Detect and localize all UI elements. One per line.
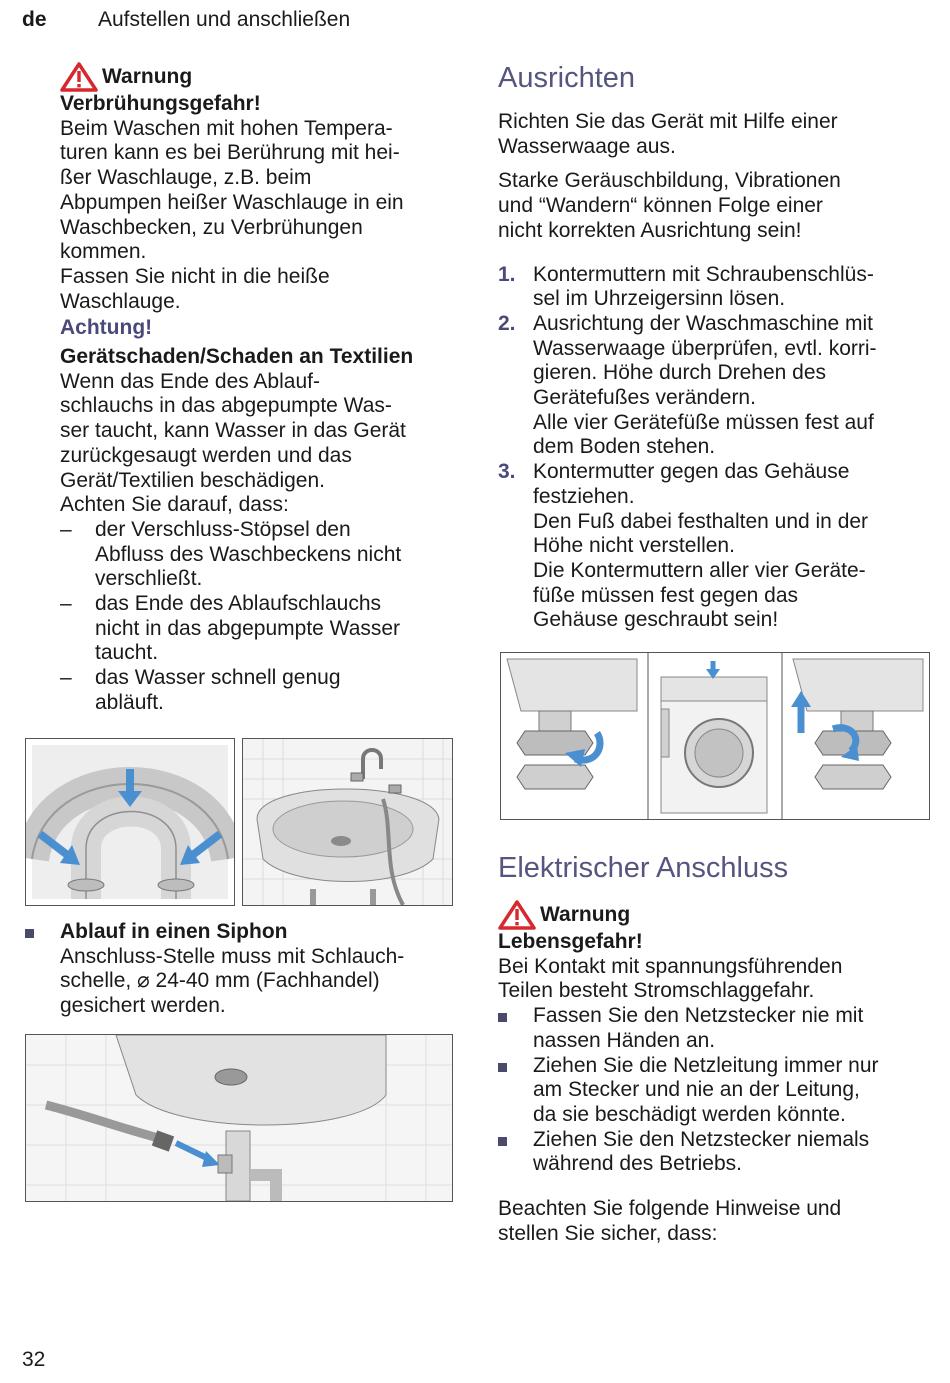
text-line: am Stecker und nie an der Leitung, (533, 1078, 860, 1102)
text-line: ßer Waschlauge, z.B. beim (60, 166, 312, 190)
warning-triangle-icon (498, 900, 536, 930)
text-line: Abfluss des Waschbeckens nicht (95, 542, 402, 566)
text-line: Gerätefußes verändern. (533, 386, 756, 410)
text-line: kommen. (60, 240, 147, 264)
caution-title: Gerätschaden/Schaden an Textilien (60, 345, 414, 369)
section-header: Aufstellen und anschließen (98, 8, 351, 31)
square-bullet (498, 1013, 507, 1022)
right-column (498, 60, 928, 633)
siphon-title: Ablauf in einen Siphon (60, 920, 288, 943)
washbasin-drawing (243, 739, 452, 905)
list-item (498, 1004, 928, 1053)
alignment-steps (498, 263, 928, 634)
washing-machine-drawing (661, 661, 767, 813)
text-line: Anschluss-Stelle muss mit Schlauch- (60, 944, 405, 968)
list-item (25, 920, 455, 1019)
list-item (60, 518, 458, 592)
step-item (498, 312, 928, 460)
warning-label: Warnung (102, 65, 193, 88)
text-line: gesichert werden. (60, 994, 226, 1018)
text-line: Ziehen Sie den Netzstecker niemals (533, 1127, 870, 1151)
dash-bullet: – (60, 666, 72, 690)
text-line: Den Fuß dabei festhalten und in der (533, 509, 869, 533)
text-line: Wasserwaage aus. (498, 134, 676, 158)
siphon-list (25, 920, 455, 1019)
text-line: der Verschluss-Stöpsel den (95, 517, 351, 541)
text-line: sel im Uhrzeigersinn lösen. (533, 287, 786, 311)
dash-bullet: – (60, 592, 72, 616)
text-line: das Wasser schnell genug (95, 666, 341, 690)
step-number: 3. (498, 460, 516, 484)
text-line: Wasserwaage überprüfen, evtl. korri- (533, 336, 877, 360)
dash-bullet: – (60, 517, 72, 541)
text-line: Gerät/Textilien beschädigen. (60, 468, 325, 492)
text-line: das Ende des Ablaufschlauchs (95, 592, 382, 616)
heading-ausrichten: Ausrichten (498, 62, 636, 94)
warning-body-burn (60, 117, 458, 315)
text-line: turen kann es bei Berührung mit hei- (60, 141, 400, 165)
text-line: schlauchs in das abgepumpte Was- (60, 394, 392, 418)
text-line: füße müssen fest gegen das (533, 583, 798, 607)
text-line: Alle vier Gerätefüße müssen fest auf (533, 410, 874, 434)
square-bullet (498, 1137, 507, 1146)
warning-triangle-icon (60, 62, 98, 92)
caution-list (60, 518, 458, 716)
electrical-list (498, 1004, 928, 1177)
washbasin-illustration (242, 738, 453, 906)
text-line: schelle, ⌀ 24-40 mm (Fachhandel) (60, 969, 380, 993)
alignment-drawing (501, 653, 929, 819)
language-code: de (22, 8, 47, 31)
text-line: nicht korrekten Ausrichtung sein! (498, 218, 802, 242)
text-line: Teilen besteht Stromschlaggefahr. (498, 979, 815, 1003)
list-item (498, 1054, 928, 1128)
text-line: Beim Waschen mit hohen Tempera- (60, 116, 393, 140)
text-line: Kontermutter gegen das Gehäuse (533, 460, 850, 484)
square-bullet (25, 929, 34, 938)
text-line: Abpumpen heißer Waschlauge in ein (60, 190, 404, 214)
text-line: Waschbecken, zu Verbrühungen (60, 215, 363, 239)
heading-elektrischer-anschluss: Elektrischer Anschluss (498, 852, 789, 884)
electrical-section (498, 850, 928, 1246)
warning-heading-electric (498, 900, 928, 930)
text-line: Beachten Sie folgende Hinweise und (498, 1197, 842, 1221)
text-line: Wenn das Ende des Ablauf- (60, 369, 320, 393)
text-line: Achten Sie darauf, dass: (60, 493, 289, 517)
warning-title-electric: Lebensgefahr! (498, 930, 643, 953)
text-line: Waschlauge. (60, 289, 181, 313)
text-line: taucht. (95, 641, 159, 665)
step-number: 2. (498, 311, 516, 335)
list-item (60, 592, 458, 666)
text-line: zurückgesaugt werden und das (60, 443, 352, 467)
text-line: nassen Händen an. (533, 1028, 716, 1052)
page-number: 32 (22, 1348, 46, 1371)
text-line: stellen Sie sicher, dass: (498, 1221, 718, 1245)
text-line: während des Betriebs. (533, 1152, 742, 1176)
text-line: verschließt. (95, 567, 203, 591)
list-item (60, 666, 458, 715)
text-line: Kontermuttern mit Schraubenschlüs- (533, 262, 874, 286)
text-line: festziehen. (533, 484, 635, 508)
text-line: Ziehen Sie die Netzleitung immer nur (533, 1053, 879, 1077)
text-line: Fassen Sie den Netzstecker nie mit (533, 1004, 864, 1028)
alignment-illustration (500, 652, 930, 820)
text-line: da sie beschädigt werden könnte. (533, 1102, 846, 1126)
text-line: nicht in das abgepumpte Wasser (95, 616, 401, 640)
text-line: ser taucht, kann Wasser in das Gerät (60, 419, 406, 443)
text-line: Richten Sie das Gerät mit Hilfe einer (498, 110, 838, 133)
hose-arc-drawing (26, 739, 234, 905)
caution-label: Achtung! (60, 316, 153, 340)
text-line: Starke Geräuschbildung, Vibrationen (498, 169, 841, 193)
left-column (60, 62, 458, 716)
text-line: abläuft. (95, 690, 164, 714)
text-line: Die Kontermuttern aller vier Geräte- (533, 558, 866, 582)
text-line: dem Boden stehen. (533, 435, 716, 459)
step-item (498, 263, 928, 312)
siphon-drawing (26, 1035, 452, 1201)
text-line: Bei Kontakt mit spannungsführenden (498, 954, 843, 978)
square-bullet (498, 1063, 507, 1072)
warning-heading-burn (60, 62, 458, 92)
step-number: 1. (498, 262, 516, 286)
warning-label: Warnung (540, 903, 631, 926)
siphon-connection-illustration (25, 1034, 453, 1202)
text-line: Höhe nicht verstellen. (533, 534, 735, 558)
siphon-section (25, 920, 455, 1019)
text-line: Ausrichtung der Waschmaschine mit (533, 311, 874, 335)
list-item (498, 1128, 928, 1177)
warning-title-burn: Verbrühungsgefahr! (60, 92, 261, 115)
text-line: Gehäuse geschraubt sein! (533, 608, 779, 632)
step-item (498, 460, 928, 633)
text-line: gieren. Höhe durch Drehen des (533, 361, 827, 385)
text-line: Fassen Sie nicht in die heiße (60, 264, 330, 288)
drain-hose-illustration (25, 738, 235, 906)
caution-body (60, 370, 458, 518)
text-line: und “Wandern“ können Folge einer (498, 194, 823, 218)
